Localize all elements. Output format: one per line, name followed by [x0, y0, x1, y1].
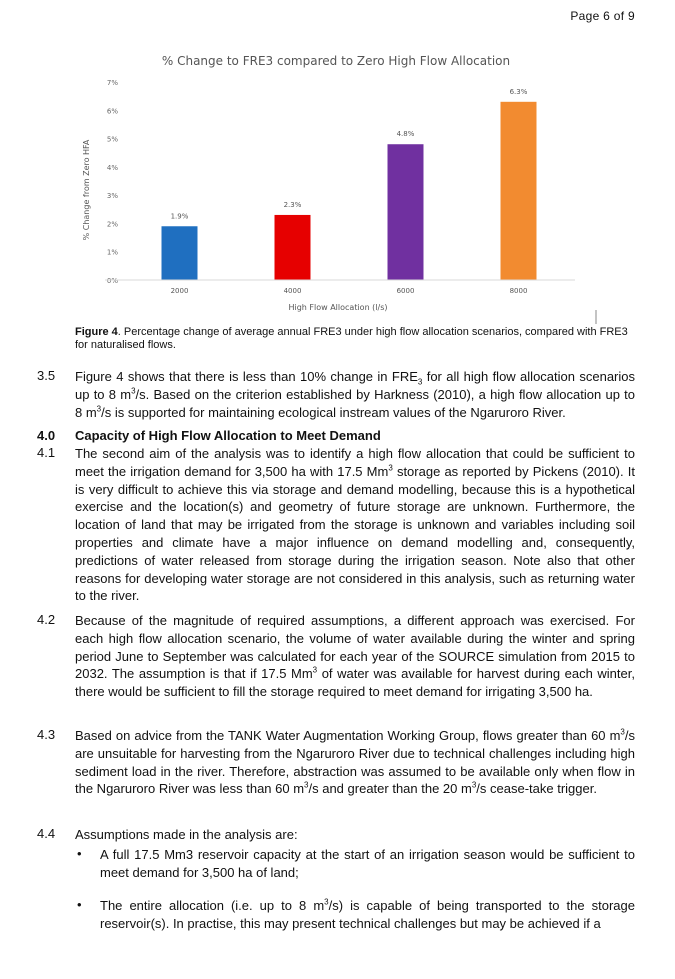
x-tick-label: 6000 — [396, 287, 415, 295]
bar — [162, 226, 198, 280]
y-tick-label: 1% — [106, 248, 118, 257]
bar-chart-svg — [75, 40, 597, 324]
y-tick-label: 4% — [106, 163, 118, 172]
paragraph-4-4: Assumptions made in the analysis are: — [75, 827, 298, 842]
x-tick-labels — [171, 287, 528, 295]
x-tick-label: 4000 — [283, 287, 302, 295]
data-label: 6.3% — [509, 87, 528, 96]
y-axis-label: % Change from Zero HFA — [82, 139, 91, 241]
bullet-icon: • — [77, 897, 82, 912]
y-tick-label: 0% — [106, 277, 118, 285]
x-tick-label: 2000 — [170, 287, 189, 295]
section-number: 4.3 — [37, 727, 56, 742]
y-tick-label: 3% — [106, 192, 118, 201]
bars — [162, 102, 537, 280]
page-number: Page 6 of 9 — [570, 9, 635, 23]
paragraph-3-5: Figure 4 shows that there is less than 10% change in $FRE_3$ for all high flow allocation scenarios up to 8 $m^3/s$. Based on the criterion established by Harkness (2010), a high flow allocation up to 8 $m^3/s$ is supported for maintaining ecological instream values of the Ngaruroro River. — [75, 369, 636, 420]
data-label: 1.9% — [170, 212, 189, 221]
data-label: 2.3% — [283, 200, 302, 209]
y-tick-label: 7% — [106, 79, 118, 87]
y-tick-label: 6% — [106, 107, 118, 116]
section-number: 3.5 — [37, 368, 56, 383]
y-tick-label: 5% — [106, 135, 118, 144]
bullet-item: A full 17.5 Mm3 reservoir capacity at the start of an irrigation season would be sufficient to meet demand for 3,500 ha of land; — [100, 847, 635, 880]
bullet-icon: • — [77, 846, 82, 861]
bar — [388, 144, 424, 280]
chart — [75, 40, 597, 324]
x-tick-label: 8000 — [509, 287, 528, 295]
y-tick-labels — [107, 79, 118, 285]
data-labels — [171, 88, 528, 220]
bar — [275, 215, 311, 280]
x-axis-label: High Flow Allocation (l/s) — [288, 303, 388, 312]
section-number: 4.1 — [37, 445, 56, 460]
figure-caption — [75, 326, 635, 352]
bar — [501, 102, 537, 280]
section-number: 4.0 — [37, 428, 56, 443]
section-number: 4.4 — [37, 826, 56, 841]
y-tick-label: 2% — [106, 220, 118, 229]
caption-label: Figure 4 — [75, 326, 118, 338]
chart-title: % Change to FRE3 compared to Zero High Flow Allocation — [161, 54, 511, 68]
section-number: 4.2 — [37, 612, 56, 627]
data-label: 4.8% — [396, 130, 415, 139]
bullet-item: The entire allocation (i.e. up to 8 $m^3/s$) is capable of being transported to the storage reservoir(s). In practise, this may present technical challenges but may be achieved if a — [100, 897, 635, 931]
paragraph-4-1: The second aim of the analysis was to identify a high flow allocation that could be sufficient to meet the irrigation demand for 3,500 ha with 17.5 Mm$^3$ storage as reported by Pickens (2010). It is very difficult to achieve this via storage and demand modelling, because this is a hypothetical exercise and the location(s) and geometry of future storage are unknown. Furthermore, the location of land that may be irrigated from the storage is unknown and variables including soil properties and climate have a major influence on demand modelling and, consequently, predictions of water released from storage during the irrigation season. Note also that other reasons for developing water storage are not considered in this analysis, such as returning water to the river. — [75, 446, 635, 604]
caption-text: . Percentage change of average annual FRE3 under high flow allocation scenarios, compared with FRE3 for naturalised flows. — [75, 326, 628, 351]
section-heading: Capacity of High Flow Allocation to Meet Demand — [75, 428, 381, 443]
paragraph-4-2: Because of the magnitude of required assumptions, a different approach was exercised. For each high flow allocation scenario, the volume of water available during the winter and spring period June to September was calculated for each year of the SOURCE simulation from 2015 to 2032. The assumption is that if 17.5 Mm$^3$ of water was available for harvest during each winter, there would be sufficient to fill the storage required to meet demand for irrigating 3,500 ha. — [75, 613, 635, 700]
paragraph-4-3: Based on advice from the TANK Water Augmentation Working Group, flows greater than 60 $m^3/s$ are unsuitable for harvesting from the Ngaruroro River due to technical challenges including high sediment load in the river. Therefore, abstraction was assumed to be available only when flow in the Ngaruroro River was less than 60 $m^3/s$ and greater than the 20 $m^3/s$ cease-take trigger. — [75, 727, 635, 797]
